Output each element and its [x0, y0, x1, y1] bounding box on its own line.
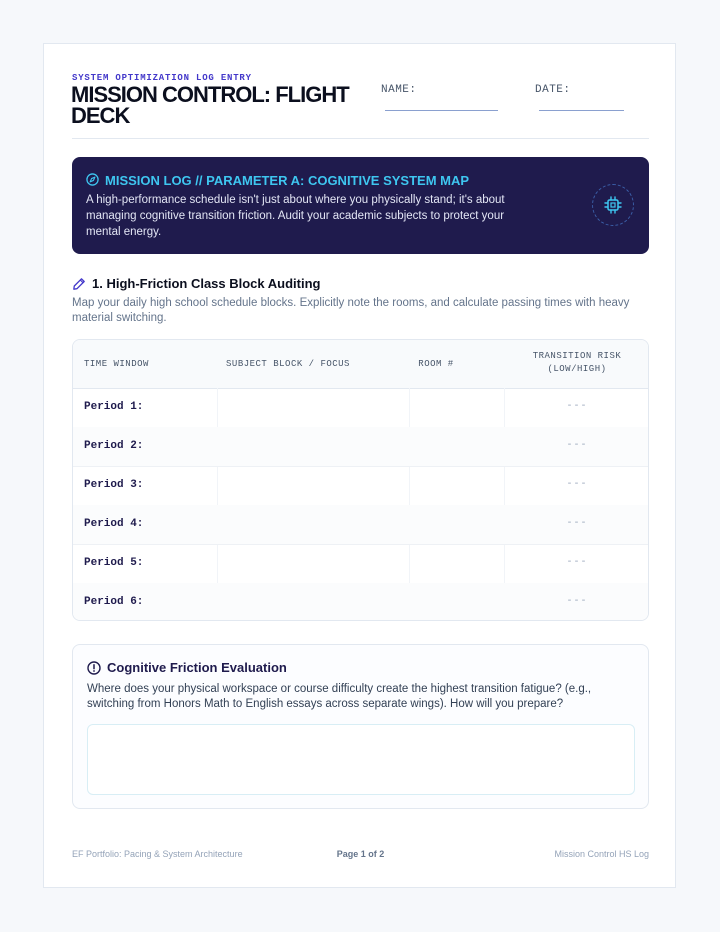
risk-value: --- [566, 401, 588, 412]
table-row[interactable] [73, 544, 649, 584]
banner-title: MISSION LOG // PARAMETER A: COGNITIVE SYSTEM MAP [105, 173, 470, 188]
footer-right: Mission Control HS Log [554, 849, 649, 859]
header-subject-block: SUBJECT BLOCK / FOCUS [226, 359, 350, 369]
risk-value: --- [566, 440, 588, 451]
header-room: ROOM # [418, 359, 454, 369]
table-row[interactable] [73, 583, 649, 621]
table-row[interactable] [73, 388, 649, 428]
header-kicker: SYSTEM OPTIMIZATION LOG ENTRY [72, 73, 252, 83]
evaluation-header [87, 660, 287, 675]
worksheet-page [43, 43, 676, 888]
period-label: Period 5: [84, 557, 144, 569]
name-label: NAME: [381, 84, 417, 96]
banner-text: A high-performance schedule isn't just about where you physically stand; it's about managing cognitive transition friction. Audit your academic subjects to protect your mental energy. [86, 194, 505, 238]
evaluation-response-field[interactable] [87, 724, 635, 795]
risk-value: --- [566, 557, 588, 568]
chip-icon [603, 195, 623, 215]
period-label: Period 4: [84, 518, 144, 530]
table-header [73, 340, 649, 389]
period-label: Period 3: [84, 479, 144, 491]
pencil-icon [72, 277, 86, 291]
name-field[interactable] [385, 110, 498, 111]
header-time-window: TIME WINDOW [84, 359, 149, 369]
date-field[interactable] [539, 110, 624, 111]
evaluation-title: Cognitive Friction Evaluation [107, 660, 287, 675]
header-divider [72, 138, 649, 139]
section-title: 1. High-Friction Class Block Auditing [92, 276, 321, 291]
period-label: Period 1: [84, 401, 144, 413]
risk-value: --- [566, 479, 588, 490]
chip-icon-badge [592, 184, 634, 226]
period-label: Period 6: [84, 596, 144, 608]
risk-value: --- [566, 596, 588, 607]
footer-page-number: Page 1 of 2 [336, 849, 385, 859]
evaluation-prompt: Where does your physical workspace or course difficulty create the highest transition fatigue? (e.g., switching from Honors Math to English essays across separate wings). How will you prepare? [87, 683, 592, 710]
page-title: MISSION CONTROL: FLIGHT DECK [71, 82, 349, 128]
mission-banner [72, 157, 649, 254]
footer-left: EF Portfolio: Pacing & System Architecture [72, 849, 243, 859]
table-row[interactable] [73, 427, 649, 467]
risk-value: --- [566, 518, 588, 529]
table-row[interactable] [73, 505, 649, 545]
header-transition-risk: TRANSITION RISK (LOW/HIGH) [532, 351, 622, 374]
schedule-table [72, 339, 649, 621]
date-label: DATE: [535, 84, 571, 96]
evaluation-card [72, 644, 649, 809]
compass-icon [86, 173, 99, 186]
period-label: Period 2: [84, 440, 144, 452]
alert-circle-icon [87, 661, 101, 675]
table-row[interactable] [73, 466, 649, 506]
section-description: Map your daily high school schedule blocks. Explicitly note the rooms, and calculate passing times with heavy material switching. [72, 297, 630, 324]
section-header [72, 276, 320, 291]
